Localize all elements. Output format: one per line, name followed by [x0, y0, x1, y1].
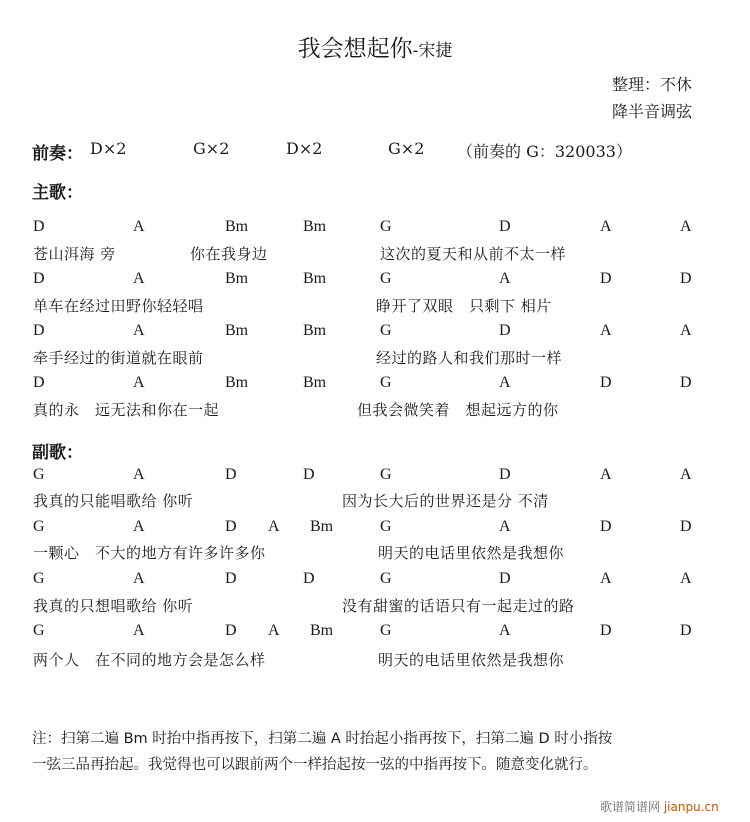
chord: A	[600, 218, 612, 235]
chord: A	[600, 466, 612, 483]
chord: D	[600, 622, 612, 639]
chord: D	[499, 466, 511, 483]
chord: D	[600, 270, 612, 287]
chord: G	[33, 570, 45, 587]
chorus-label: 副歌：	[32, 443, 83, 463]
intro-label: 前奏：	[32, 144, 83, 164]
chord: Bm	[225, 374, 249, 391]
lyric-segment: 我真的只能唱歌给 你听	[33, 492, 194, 510]
lyric-segment: 睁开了双眼 只剩下 相片	[376, 297, 552, 315]
watermark	[600, 798, 719, 815]
chord: G	[380, 322, 392, 339]
chord: D	[600, 518, 612, 535]
chord: A	[133, 466, 145, 483]
chord: A	[268, 518, 280, 535]
chord: A	[133, 570, 145, 587]
lyric-segment: 明天的电话里依然是我想你	[378, 544, 565, 562]
chord: D	[33, 218, 45, 235]
chord: G	[380, 622, 392, 639]
chord: A	[499, 374, 511, 391]
chord: G	[33, 518, 45, 535]
chord: G	[33, 466, 45, 483]
chord: G	[380, 466, 392, 483]
chord: D	[33, 270, 45, 287]
chord: G	[33, 622, 45, 639]
chord: Bm	[225, 218, 249, 235]
lyric-segment: 单车在经过田野你轻轻唱	[33, 297, 204, 315]
lyric-segment: 但我会微笑着 想起远方的你	[357, 401, 559, 419]
chord: Bm	[310, 622, 334, 639]
chord: G	[380, 270, 392, 287]
tuning-note: 降半音调弦	[612, 102, 693, 121]
chord: D	[680, 270, 692, 287]
lyric-segment: 因为长大后的世界还是分 不清	[342, 492, 549, 510]
chord: Bm	[225, 322, 249, 339]
chord: D	[600, 374, 612, 391]
chord: G	[380, 218, 392, 235]
chord: D	[303, 466, 315, 483]
song-title	[0, 30, 750, 63]
lyric-segment: 一颗心 不大的地方有许多许多你	[33, 544, 266, 562]
chord: A	[133, 218, 145, 235]
lyric-segment: 这次的夏天和从前不太一样	[380, 245, 567, 263]
arranger: 整理：不休	[612, 75, 693, 94]
lyric-segment: 两个人 在不同的地方会是怎么样	[33, 651, 266, 669]
chord: D	[499, 322, 511, 339]
chord: Bm	[303, 218, 327, 235]
chord: Bm	[303, 374, 327, 391]
chord: Bm	[303, 322, 327, 339]
chord: A	[268, 622, 280, 639]
lyric-segment: 我真的只想唱歌给 你听	[33, 597, 194, 615]
chord: Bm	[310, 518, 334, 535]
watermark-en: jianpu.cn	[663, 800, 719, 814]
chord: D	[225, 466, 237, 483]
chord: D	[680, 622, 692, 639]
chord: A	[133, 322, 145, 339]
chord: A	[133, 622, 145, 639]
chord: A	[680, 570, 692, 587]
song-name: 我会想起你	[297, 36, 413, 62]
chord: A	[680, 322, 692, 339]
chord: A	[680, 218, 692, 235]
chord: D	[499, 218, 511, 235]
lyric-segment: 真的永 远无法和你在一起	[33, 401, 220, 419]
chord: D	[225, 518, 237, 535]
chord: A	[600, 570, 612, 587]
chord: A	[133, 374, 145, 391]
chord: D	[303, 570, 315, 587]
chord: A	[499, 518, 511, 535]
intro-chord: D×2	[90, 139, 127, 158]
chord: A	[133, 518, 145, 535]
intro-chord: G×2	[193, 139, 230, 158]
chord: A	[133, 270, 145, 287]
lyric-segment: 明天的电话里依然是我想你	[378, 651, 565, 669]
intro-chord: D×2	[286, 139, 323, 158]
footnote-line: 一弦三品再抬起。我觉得也可以跟前两个一样抬起按一弦的中指再按下。随意变化就行。	[32, 757, 598, 773]
watermark-cn: 歌谱简谱网	[600, 800, 661, 814]
lyric-segment: 苍山洱海 旁	[33, 245, 116, 263]
artist-name: -宋捷	[412, 41, 453, 61]
chord: D	[225, 622, 237, 639]
chord: D	[680, 374, 692, 391]
chord: A	[600, 322, 612, 339]
chord: A	[499, 270, 511, 287]
intro-note: （前奏的 G：320033）	[457, 142, 632, 161]
chord: A	[499, 622, 511, 639]
chord: D	[680, 518, 692, 535]
chord: A	[680, 466, 692, 483]
lyric-segment: 你在我身边	[190, 245, 268, 263]
verse-label: 主歌：	[32, 183, 83, 203]
chord: G	[380, 518, 392, 535]
chord: G	[380, 374, 392, 391]
chord: Bm	[303, 270, 327, 287]
chord: G	[380, 570, 392, 587]
chord: D	[33, 374, 45, 391]
chord: Bm	[225, 270, 249, 287]
intro-chord: G×2	[388, 139, 425, 158]
lyric-segment: 经过的路人和我们那时一样	[376, 349, 563, 367]
lyric-segment: 没有甜蜜的话语只有一起走过的路	[342, 597, 575, 615]
chord: D	[499, 570, 511, 587]
chord: D	[225, 570, 237, 587]
chord: D	[33, 322, 45, 339]
footnote-line: 注：扫第二遍 Bm 时抬中指再按下，扫第二遍 A 时抬起小指再按下，扫第二遍 D 时小指按	[32, 731, 613, 747]
lyric-segment: 牵手经过的街道就在眼前	[33, 349, 204, 367]
